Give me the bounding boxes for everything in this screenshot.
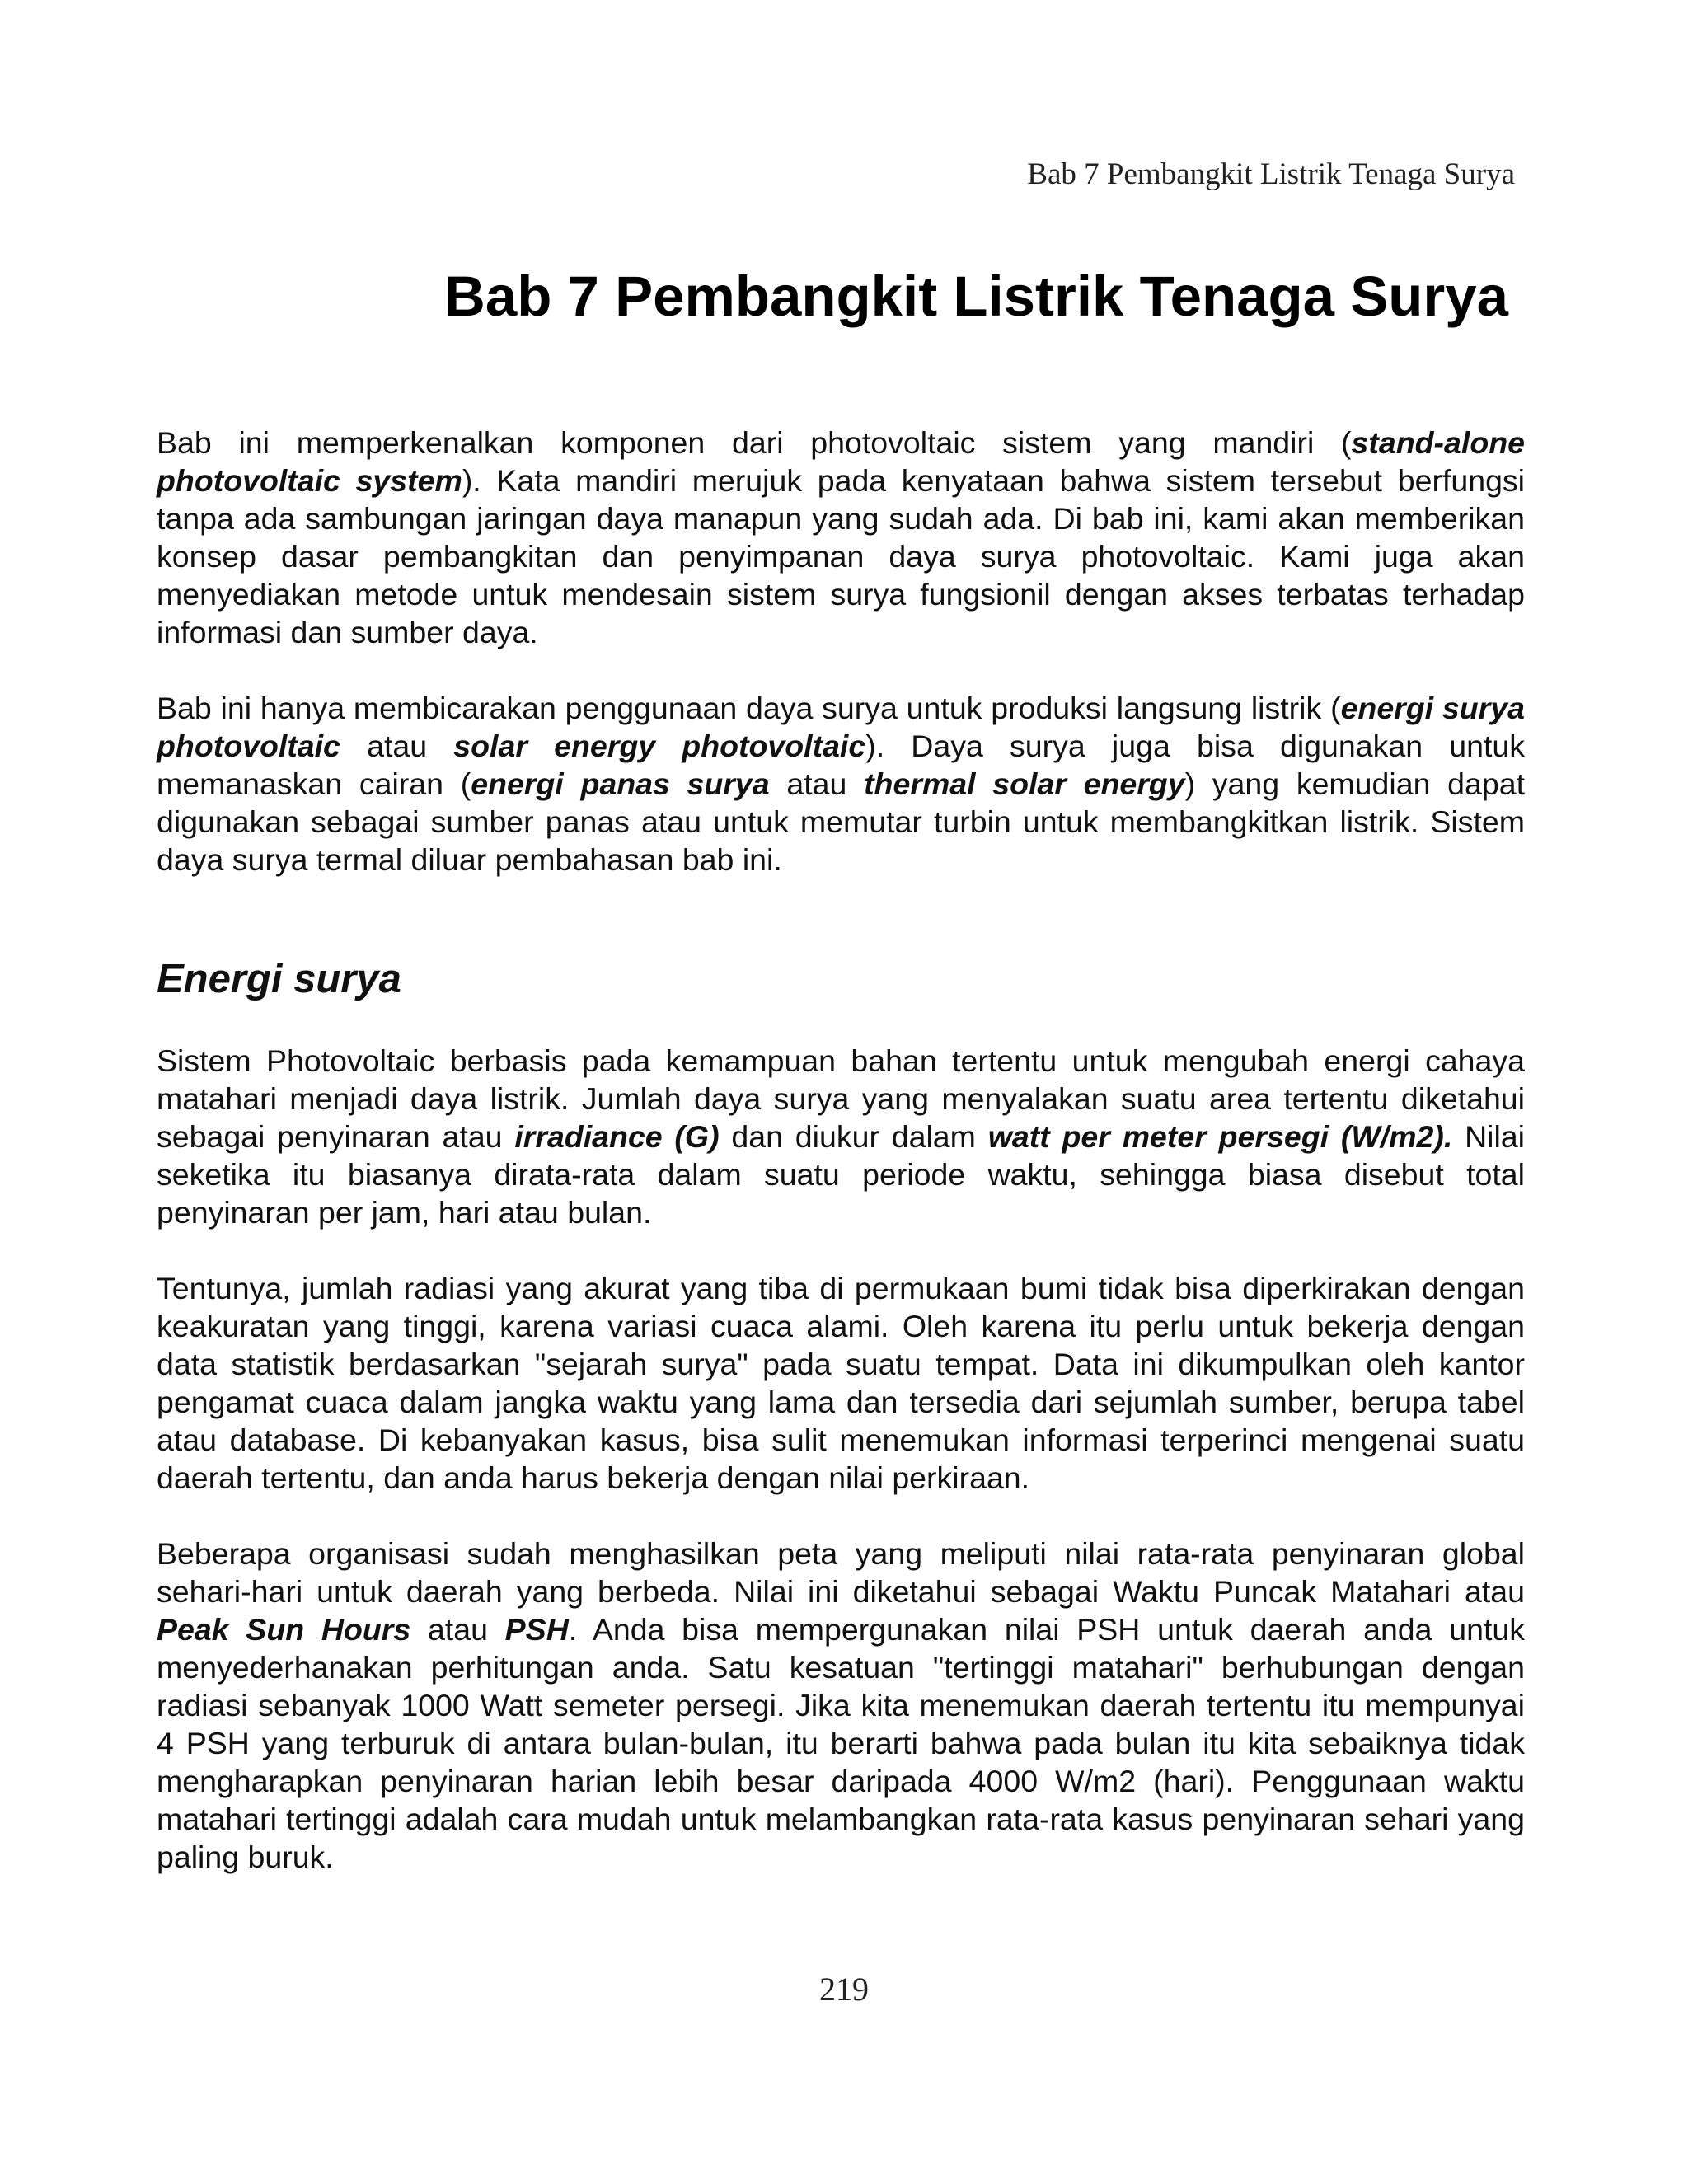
text-run: ). Daya surya juga bisa digunakan untuk memanaskan cairan (: [157, 729, 1525, 801]
text-run: atau: [410, 1612, 505, 1647]
emphasis-term: thermal solar energy: [864, 766, 1185, 801]
text-run: Sistem Photovoltaic berbasis pada kemampuan bahan tertentu untuk mengubah energi cahaya matahari menjadi daya listrik. Jumlah daya surya yang menyalakan suatu area tertentu diketahui sebagai penyinaran atau: [157, 1043, 1525, 1154]
text-run: Tentunya, jumlah radiasi yang akurat yang tiba di permukaan bumi tidak bisa diperkirakan dengan keakuratan yang tinggi, karena variasi cuaca alami. Oleh karena itu perlu untuk bekerja dengan data statistik berdasarkan "sejarah surya" pada suatu tempat. Data ini dikumpulkan oleh kantor pengamat cuaca dalam jangka waktu yang lama dan tersedia dari sejumlah sumber, berupa tabel atau database. Di kebanyakan kasus, bisa sulit menemukan informasi terperinci mengenai suatu daerah tertentu, dan anda harus bekerja dengan nilai perkiraan.: [157, 1271, 1525, 1495]
paragraph-intro: [157, 424, 1525, 651]
running-header: Bab 7 Pembangkit Listrik Tenaga Surya: [1027, 157, 1515, 191]
paragraph-psh: [157, 1535, 1525, 1876]
text-run: ). Kata mandiri merujuk pada kenyataan bahwa sistem tersebut berfungsi tanpa ada sambungan jaringan daya manapun yang sudah ada. Di bab ini, kami akan memberikan konsep dasar pembangkitan dan penyimpanan daya surya photovoltaic. Kami juga akan menyediakan metode untuk mendesain sistem surya fungsionil dengan akses terbatas terhadap informasi dan sumber daya.: [157, 463, 1526, 649]
text-run: Nilai seketika itu biasanya dirata-rata dalam suatu periode waktu, sehingga biasa disebut total penyinaran per jam, hari atau bulan.: [157, 1119, 1526, 1230]
page-number: 219: [819, 1971, 869, 2008]
paragraph-scope: [157, 689, 1525, 879]
text-run: atau: [340, 729, 454, 763]
text-run: ) yang kemudian dapat digunakan sebagai sumber panas atau untuk memutar turbin untuk membangkitkan listrik. Sistem daya surya termal diluar pembahasan bab ini.: [157, 766, 1525, 877]
text-run: Bab ini hanya membicarakan penggunaan daya surya untuk produksi langsung listrik (: [157, 691, 1341, 725]
section-heading: Energi surya: [157, 957, 401, 1001]
emphasis-term: Peak Sun Hours: [157, 1612, 411, 1647]
text-run: Bab ini memperkenalkan komponen dari photovoltaic sistem yang mandiri (: [157, 425, 1352, 460]
emphasis-term: stand-alone photovoltaic system: [157, 425, 1525, 498]
emphasis-term: solar energy photovoltaic: [453, 729, 866, 763]
text-run: . Anda bisa mempergunakan nilai PSH untuk daerah anda untuk menyederhanakan perhitungan anda. Satu kesatuan "tertinggi matahari" berhubungan dengan radiasi sebanyak 1000 Watt semeter persegi. Jika kita menemukan daerah tertentu itu mempunyai 4 PSH yang terburuk di antara bulan-bulan, itu berarti bahwa pada bulan itu kita sebaiknya tidak mengharapkan penyinaran harian lebih besar daripada 4000 W/m2 (hari). Penggunaan waktu matahari tertinggi adalah cara mudah untuk melambangkan rata-rata kasus penyinaran sehari yang paling buruk.: [157, 1612, 1525, 1874]
emphasis-term: irradiance (G): [514, 1119, 720, 1154]
text-run: Beberapa organisasi sudah menghasilkan peta yang meliputi nilai rata-rata penyinaran global sehari-hari untuk daerah yang berbeda. Nilai ini diketahui sebagai Waktu Puncak Matahari atau: [157, 1536, 1525, 1609]
emphasis-term: energi panas surya: [471, 766, 770, 801]
paragraph-irradiance: [157, 1042, 1525, 1231]
text-run: atau: [769, 766, 865, 801]
chapter-title: Bab 7 Pembangkit Listrik Tenaga Surya: [444, 265, 1508, 328]
emphasis-term: watt per meter persegi (W/m2).: [987, 1119, 1453, 1154]
emphasis-term: PSH: [504, 1612, 569, 1647]
emphasis-term: energi surya photovoltaic: [157, 691, 1525, 763]
text-run: dan diukur dalam: [719, 1119, 988, 1154]
main-content: [157, 424, 1525, 1876]
paragraph-statistics: [157, 1269, 1525, 1497]
